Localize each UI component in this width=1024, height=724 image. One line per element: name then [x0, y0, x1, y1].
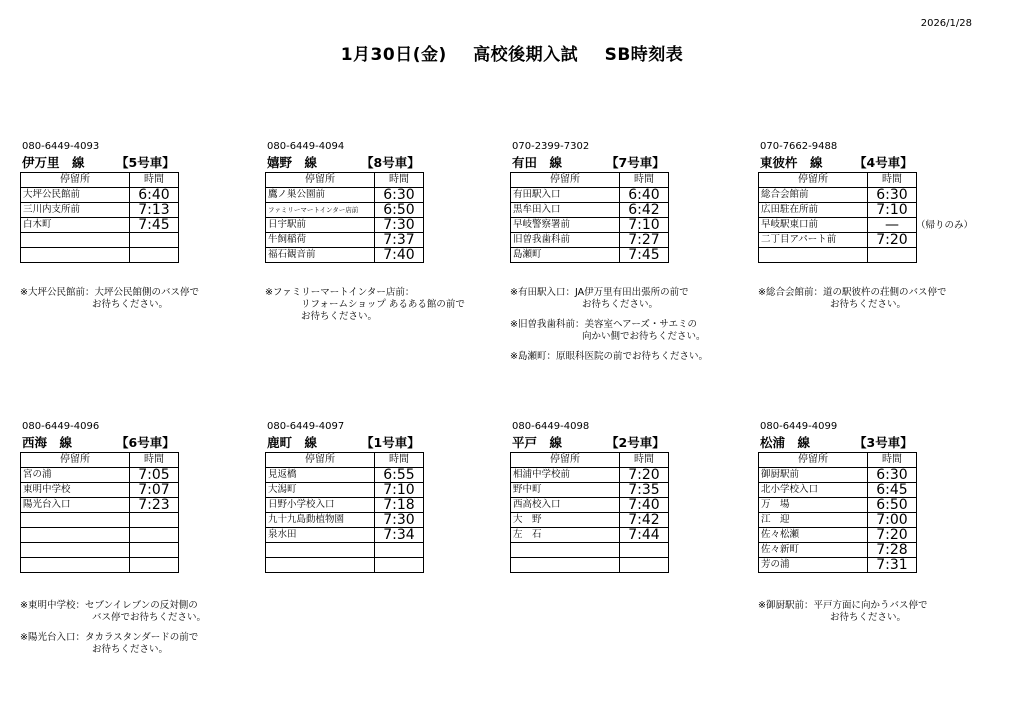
route-phone: 080-6449-4094 [267, 141, 345, 152]
route-car: 【5号車】 [116, 155, 175, 170]
timetable-header-row [511, 453, 669, 468]
route-name: 平戸 線 [512, 435, 563, 450]
note-head: ※旧曽我歯科前：美容室ヘアーズ・サエミの [510, 319, 698, 330]
table-row [21, 248, 179, 263]
route-notes [265, 287, 497, 331]
route-notes [510, 287, 742, 371]
stop-cell: 大潟町 [266, 483, 375, 498]
header-stop: 停留所 [511, 453, 620, 468]
route-block [20, 420, 252, 573]
time-cell [375, 558, 424, 573]
table-row [511, 233, 669, 248]
note-head: ※陽光台入口：タカラスタンダードの前で [20, 632, 199, 643]
table-row [511, 188, 669, 203]
time-cell: 7:44 [620, 528, 669, 543]
table-row [266, 218, 424, 233]
stop-cell [21, 248, 130, 263]
table-row [511, 468, 669, 483]
stop-cell [21, 558, 130, 573]
time-cell: 6:30 [868, 188, 917, 203]
route-block [510, 140, 742, 263]
route-header [20, 154, 252, 172]
timetable-header-row [511, 173, 669, 188]
stop-cell: 佐々新町 [759, 543, 868, 558]
time-cell [375, 543, 424, 558]
note-item [510, 351, 742, 363]
stop-cell: 九十九島動植物園 [266, 513, 375, 528]
time-cell: 6:55 [375, 468, 424, 483]
time-cell: 7:35 [620, 483, 669, 498]
note-head: ※御厨駅前：平戸方面に向かうバス停で [758, 600, 928, 611]
table-row [21, 483, 179, 498]
route-car: 【3号車】 [854, 435, 913, 450]
header-time: 時間 [868, 173, 917, 188]
time-cell [130, 543, 179, 558]
table-row [759, 513, 917, 528]
stop-cell: 相浦中学校前 [511, 468, 620, 483]
table-row [759, 218, 917, 233]
note-item [20, 287, 252, 311]
stop-cell: 野中町 [511, 483, 620, 498]
table-row [266, 188, 424, 203]
stop-cell [21, 528, 130, 543]
note-head: ※ファミリーマートインター店前： [265, 287, 415, 298]
note-item [20, 632, 252, 656]
note-continuation: お待ちください。 [92, 644, 169, 655]
stop-cell: 牛飼稲荷 [266, 233, 375, 248]
table-row [511, 513, 669, 528]
table-row [511, 558, 669, 573]
note-head: ※東明中学校：セブンイレブンの反対側の [20, 600, 198, 611]
timetable [20, 172, 179, 263]
stop-cell: 旧曽我歯科前 [511, 233, 620, 248]
route-notes [758, 287, 990, 319]
stop-cell: 見返橋 [266, 468, 375, 483]
time-cell: 6:40 [620, 188, 669, 203]
table-row [21, 558, 179, 573]
stop-cell [511, 558, 620, 573]
stop-cell: 白木町 [21, 218, 130, 233]
header-time: 時間 [130, 173, 179, 188]
route-notes [758, 600, 990, 632]
time-cell: 7:30 [375, 218, 424, 233]
time-cell: 7:20 [868, 528, 917, 543]
note-continuation: 向かい側でお待ちください。 [582, 331, 706, 342]
route-name: 有田 線 [512, 155, 563, 170]
time-cell: 7:40 [375, 248, 424, 263]
stop-cell: 東明中学校 [21, 483, 130, 498]
route-header [510, 434, 742, 452]
time-cell: 6:50 [868, 498, 917, 513]
route-phone: 080-6449-4099 [760, 421, 838, 432]
table-row [511, 498, 669, 513]
stop-cell: 鷹ノ巣公園前 [266, 188, 375, 203]
timetable-header-row [266, 453, 424, 468]
time-cell: 7:23 [130, 498, 179, 513]
table-row [21, 218, 179, 233]
table-row [511, 218, 669, 233]
table-row [759, 543, 917, 558]
stop-cell: 有田駅入口 [511, 188, 620, 203]
route-name: 嬉野 線 [267, 155, 318, 170]
time-cell: 7:07 [130, 483, 179, 498]
time-cell [130, 513, 179, 528]
time-cell [130, 248, 179, 263]
stop-cell: 二丁目アパート前 [759, 233, 868, 248]
table-row [511, 203, 669, 218]
route-car: 【2号車】 [606, 435, 665, 450]
route-header [758, 154, 990, 172]
route-car: 【4号車】 [854, 155, 913, 170]
table-row [266, 498, 424, 513]
note-item [758, 600, 990, 624]
note-item [758, 287, 990, 311]
stop-cell: 御厨駅前 [759, 468, 868, 483]
stop-cell: 早岐駅東口前 [759, 218, 868, 233]
time-cell: 7:34 [375, 528, 424, 543]
header-time: 時間 [620, 453, 669, 468]
timetable [265, 452, 424, 573]
time-cell: 6:50 [375, 203, 424, 218]
header-time: 時間 [375, 173, 424, 188]
route-block [20, 140, 252, 263]
route-header [510, 154, 742, 172]
table-row [759, 498, 917, 513]
time-cell [130, 233, 179, 248]
note-item [20, 600, 252, 624]
time-cell: 7:05 [130, 468, 179, 483]
stop-cell [21, 233, 130, 248]
table-row [21, 543, 179, 558]
route-phone: 070-7662-9488 [760, 141, 838, 152]
table-row [511, 483, 669, 498]
route-name: 松浦 線 [760, 435, 811, 450]
table-row [759, 203, 917, 218]
time-cell: 7:37 [375, 233, 424, 248]
time-cell: 7:10 [868, 203, 917, 218]
table-row [266, 513, 424, 528]
time-cell: 7:28 [868, 543, 917, 558]
stop-cell: 泉水田 [266, 528, 375, 543]
route-block [510, 420, 742, 573]
note-continuation: お待ちください。 [582, 299, 659, 310]
route-car: 【8号車】 [361, 155, 420, 170]
time-cell [868, 248, 917, 263]
route-name: 伊万里 線 [22, 155, 85, 170]
title-date: 1月30日(金) [340, 45, 447, 65]
time-cell: 7:45 [130, 218, 179, 233]
table-row [266, 543, 424, 558]
table-row [266, 248, 424, 263]
table-row [759, 188, 917, 203]
stop-cell: 江 迎 [759, 513, 868, 528]
stop-cell: 佐々松瀬 [759, 528, 868, 543]
side-note: （帰りのみ） [916, 220, 974, 231]
note-continuation: お待ちください。 [830, 612, 907, 623]
table-row [21, 188, 179, 203]
table-row [21, 498, 179, 513]
note-head: ※有田駅入口：JA伊万里有田出張所の前で [510, 287, 689, 298]
stop-cell: ファミリーマートインター店前 [266, 203, 375, 218]
table-row [511, 248, 669, 263]
header-stop: 停留所 [21, 173, 130, 188]
header-stop: 停留所 [511, 173, 620, 188]
stop-cell: 万 場 [759, 498, 868, 513]
time-cell: 7:30 [375, 513, 424, 528]
stop-cell [511, 543, 620, 558]
header-stop: 停留所 [759, 173, 868, 188]
route-phone: 080-6449-4097 [267, 421, 345, 432]
table-row [266, 483, 424, 498]
header-stop: 停留所 [266, 173, 375, 188]
table-row [759, 248, 917, 263]
time-cell: 6:45 [868, 483, 917, 498]
table-row [21, 528, 179, 543]
route-phone: 080-6449-4098 [512, 421, 590, 432]
time-cell: 7:13 [130, 203, 179, 218]
table-row [266, 203, 424, 218]
route-name: 東彼杵 線 [760, 155, 823, 170]
note-item [510, 319, 742, 343]
note-continuation: リフォームショップ あるある館の前で お待ちください。 [301, 299, 465, 322]
table-row [21, 468, 179, 483]
route-car: 【7号車】 [606, 155, 665, 170]
time-cell [620, 543, 669, 558]
note-head: ※島瀬町：原眼科医院の前でお待ちください。 [510, 351, 708, 362]
table-row [21, 513, 179, 528]
time-cell: 7:00 [868, 513, 917, 528]
stop-cell: 福石観音前 [266, 248, 375, 263]
note-head: ※大坪公民館前：大坪公民館側のバス停で [20, 287, 199, 298]
stop-cell: 大 野 [511, 513, 620, 528]
time-cell [620, 558, 669, 573]
stop-cell: 黒牟田入口 [511, 203, 620, 218]
title-table: SB時刻表 [604, 45, 684, 65]
route-phone: 080-6449-4096 [22, 421, 100, 432]
table-row [511, 543, 669, 558]
stop-cell: 三川内支所前 [21, 203, 130, 218]
header-stop: 停留所 [266, 453, 375, 468]
table-row [266, 233, 424, 248]
note-item [265, 287, 497, 323]
stop-cell: 芳の浦 [759, 558, 868, 573]
stop-cell: 宮の浦 [21, 468, 130, 483]
stop-cell: 左 石 [511, 528, 620, 543]
route-header [265, 434, 497, 452]
time-cell: 7:10 [375, 483, 424, 498]
route-header [758, 434, 990, 452]
stop-cell: 日野小学校入口 [266, 498, 375, 513]
stop-cell: 早岐警察署前 [511, 218, 620, 233]
table-row [759, 233, 917, 248]
time-cell: 6:30 [375, 188, 424, 203]
note-continuation: バス停でお待ちください。 [92, 612, 207, 623]
stop-cell [266, 558, 375, 573]
route-car: 【1号車】 [361, 435, 420, 450]
timetable [510, 172, 669, 263]
stop-cell: 広田駐在所前 [759, 203, 868, 218]
timetable [758, 172, 917, 263]
header-time: 時間 [868, 453, 917, 468]
timetable [265, 172, 424, 263]
stop-cell: 大坪公民館前 [21, 188, 130, 203]
header-time: 時間 [130, 453, 179, 468]
route-phone: 080-6449-4093 [22, 141, 100, 152]
route-block [758, 420, 990, 573]
route-block [265, 420, 497, 573]
title-event: 高校後期入試 [473, 45, 579, 65]
route-car: 【6号車】 [116, 435, 175, 450]
stop-cell [21, 543, 130, 558]
timetable-header-row [759, 453, 917, 468]
time-cell: 6:42 [620, 203, 669, 218]
route-header [20, 434, 252, 452]
time-cell: 7:20 [620, 468, 669, 483]
time-cell: 7:40 [620, 498, 669, 513]
header-stop: 停留所 [21, 453, 130, 468]
timetable-header-row [759, 173, 917, 188]
route-name: 西海 線 [22, 435, 73, 450]
timetable-header-row [21, 453, 179, 468]
table-row [759, 558, 917, 573]
table-row [759, 483, 917, 498]
page-title [0, 40, 1024, 65]
route-notes [20, 600, 252, 664]
header-time: 時間 [375, 453, 424, 468]
timetable-header-row [266, 173, 424, 188]
note-item [510, 287, 742, 311]
table-row [21, 233, 179, 248]
route-name: 鹿町 線 [267, 435, 318, 450]
table-row [266, 528, 424, 543]
route-block [758, 140, 990, 263]
time-cell: 7:10 [620, 218, 669, 233]
table-row [21, 203, 179, 218]
route-notes [20, 287, 252, 319]
timetable [758, 452, 917, 573]
stop-cell: 西高校入口 [511, 498, 620, 513]
stop-cell [266, 543, 375, 558]
time-cell: 7:18 [375, 498, 424, 513]
time-cell: 7:31 [868, 558, 917, 573]
time-cell: 7:27 [620, 233, 669, 248]
stop-cell: 島瀬町 [511, 248, 620, 263]
time-cell: 6:30 [868, 468, 917, 483]
print-date: 2026/1/28 [920, 18, 972, 29]
time-cell: 7:20 [868, 233, 917, 248]
route-block [265, 140, 497, 263]
time-cell: 7:42 [620, 513, 669, 528]
stop-cell: 陽光台入口 [21, 498, 130, 513]
note-continuation: お待ちください。 [830, 299, 907, 310]
stop-cell: 北小学校入口 [759, 483, 868, 498]
timetable-header-row [21, 173, 179, 188]
table-row [759, 468, 917, 483]
time-cell: 6:40 [130, 188, 179, 203]
route-phone: 070-2399-7302 [512, 141, 590, 152]
table-row [266, 558, 424, 573]
header-time: 時間 [620, 173, 669, 188]
stop-cell: 総合会館前 [759, 188, 868, 203]
stop-cell: 日宇駅前 [266, 218, 375, 233]
time-cell [130, 528, 179, 543]
header-stop: 停留所 [759, 453, 868, 468]
route-header [265, 154, 497, 172]
table-row [266, 468, 424, 483]
timetable [20, 452, 179, 573]
time-cell: — [868, 218, 917, 233]
time-cell [130, 558, 179, 573]
stop-cell [21, 513, 130, 528]
time-cell: 7:45 [620, 248, 669, 263]
stop-cell [759, 248, 868, 263]
note-head: ※総合会館前：道の駅彼杵の荘側のバス停で [758, 287, 947, 298]
table-row [511, 528, 669, 543]
timetable [510, 452, 669, 573]
table-row [759, 528, 917, 543]
note-continuation: お待ちください。 [92, 299, 169, 310]
